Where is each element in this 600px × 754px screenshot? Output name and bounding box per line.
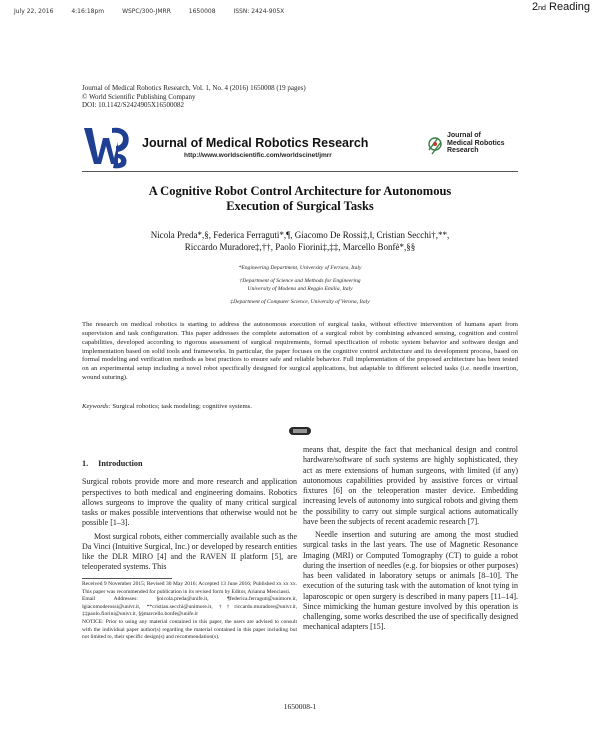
jmrr-logo-text [447, 132, 505, 155]
jmrr-logo-line2: Medical Robotics [447, 139, 505, 147]
running-header [14, 8, 300, 15]
doi-line: DOI: 10.1142/S2424905X16500082 [82, 101, 185, 110]
affiliation-1: *Engineering Department, University of Ferrara, Italy [238, 265, 362, 271]
paragraph: Needle insertion and suturing are among the most studied surgical tasks in the last years. The use of Magnetic Resonance Imaging (MRI) or Computed Tomography (CT) to guide a robot during the insertion of needles (e.g. for biopsies or other purposes) has been validated in laboratory setups or animals [8–10]. The execution of the suturing task with the automation of knot tying in laparoscopic or open surgery is described in many papers [11–14]. Since mimicking the human gesture involved by this operation is challenging, some works described the use of specifically designed mechanical adapters [15]. [303, 530, 518, 632]
paragraph: Surgical robots provide more and more research and application perspectives to both medical and engineering domains. Robotics allows surgeons to improve the quality of many critical surgical tasks or makes possible interventions that otherwise would not be possible [1–3]. [82, 477, 297, 528]
keywords [82, 403, 518, 410]
authors-line2: Riccardo Muradore‡,††, Paolo Fiorini‡,‡‡, Marcello Bonfè*,§§ [184, 242, 416, 252]
reading-stamp [532, 1, 590, 13]
jmrr-logo-line3: Research [447, 147, 479, 155]
header-date: July 22, 2016 [14, 8, 54, 15]
ws-logo-icon [82, 124, 132, 170]
header-journal-code: WSPC/300-JMRR [122, 8, 171, 15]
journal-banner-url[interactable]: http://www.worldscientific.com/worldscinet/jmrr [184, 152, 332, 159]
paper-title-line1: A Cognitive Robot Control Architecture for Autonomous [148, 184, 452, 198]
footnote [82, 581, 297, 642]
reading-word: Reading [549, 1, 590, 13]
jmrr-logo-line1: Journal of [447, 132, 481, 139]
section-heading [82, 459, 297, 469]
banner-divider [82, 171, 518, 172]
paragraph: Most surgical robots, either commercially available such as the Da Vinci (Intuitive Surgical, Inc.) or developed by research entities like the DLR MIRO [4] and the RAVEN II platform [5], are teleoperated systems. This [82, 531, 297, 572]
journal-reference [82, 84, 306, 110]
abstract: The research on medical robotics is starting to address the autonomous execution of surgical tasks, without effective intervention of humans apart from supervision and task configuration. This paper addresses the complete automation of a surgical robot by combining advanced sensing, cognition and control capabilities, developed according to rigorous assessment of surgical requirements, formal specification of robotic system behavior and software design and implementation based on solid tools and frameworks. In particular, the paper focuses on the cognitive control architecture and its development process, based on formal modeling and verification methods as best practices to ensure safe and reliable behavior. Full implementation of the proposed architecture has been tested on an experimental setup including a novel robot specifically designed for surgical applications, but adaptable to different selected tasks (i.e. needle insertion, wound suturing). [82, 321, 518, 382]
paper-title [82, 184, 518, 214]
header-time: 4:16:18pm [71, 8, 105, 15]
keywords-text: Surgical robotics; task modeling; cognitive systems. [112, 403, 252, 410]
received-dates: Received 9 November 2015; Revised 30 May 2016; Accepted 13 June 2016; Published xx xx xx. This paper was recommended for publication in its revised form by Editor, Arianna Menciassi. [82, 581, 297, 595]
paper-title-line2: Execution of Surgical Tasks [226, 199, 374, 213]
reading-suffix: nd [538, 5, 546, 12]
journal-banner-title: Journal of Medical Robotics Research [142, 136, 369, 150]
affiliation-2a: †Department of Science and Methods for Engineering [239, 277, 361, 284]
section-title: Introduction [98, 459, 143, 468]
notice: NOTICE: Prior to using any material contained in this paper, the users are advised to consult with the individual paper author(s) regarding the material contained in this paper including but not limited to, their specific design(s) and recommendation(s). [82, 618, 297, 641]
author-list [82, 229, 518, 253]
ornament-icon [289, 426, 311, 436]
journal-citation: Journal of Medical Robotics Research, Vol. 1, No. 4 (2016) 1650008 (19 pages) [82, 84, 306, 92]
affiliation-3: ‡Department of Computer Science, University of Verona, Italy [230, 298, 370, 305]
email-addresses: Email Addresses: §nicola.preda@unife.it, ¶federica.ferraguti@unimore.it, ‖giacomoderossi@univr.it, **cristian.secchi@unimore.it, ††riccardo.muradore@univr.it, ‡‡paolo.fiorini@univr.it, §§marcello.bonfe@unife.it [82, 596, 297, 618]
affiliation-2b: University of Modena and Reggio Emilia, Italy [247, 286, 353, 293]
header-issn: ISSN: 2424-905X [233, 8, 285, 15]
reading-num: 2 [532, 1, 539, 13]
body-right-column [303, 445, 518, 633]
affiliations [82, 264, 518, 306]
footnote-rule [82, 578, 172, 579]
section-number: 1. [82, 459, 89, 468]
page-number: 1650008-1 [283, 702, 317, 711]
keywords-label: Keywords: [82, 403, 111, 410]
copyright-line: © World Scientific Publishing Company [82, 92, 196, 101]
header-article-no: 1650008 [188, 8, 216, 15]
paragraph: means that, despite the fact that mechanical design and control hardware/software of such systems are highly sophisticated, they act as mere extensions of human surgeons, with limited (if any) autonomous capabilities provided by assistive forces or virtual fixtures [6] on the teleoperation master device. Embedding increasing levels of autonomy into surgical robots and giving them the possibility to carry out simple surgical actions automatically have been the subjects of recent academic research [7]. [303, 445, 518, 526]
authors-line1: Nicola Preda*,§, Federica Ferraguti*,¶, Giacomo De Rossi‡,‖, Cristian Secchi†,**, [150, 230, 450, 240]
body-left-column [82, 459, 297, 573]
